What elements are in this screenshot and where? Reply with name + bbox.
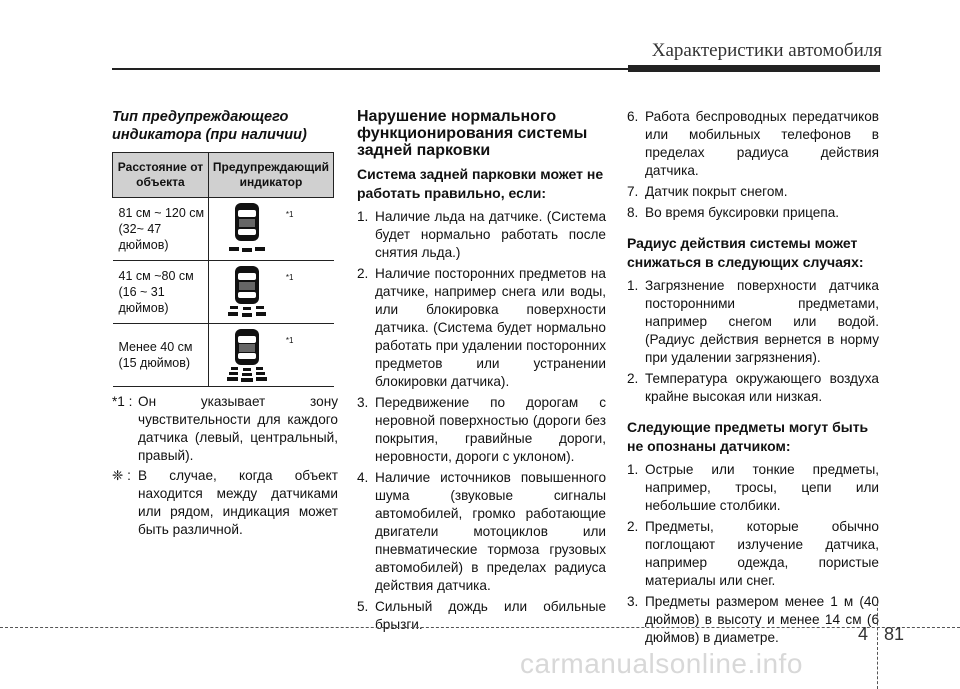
- footnote-mark: *1 :: [112, 394, 133, 409]
- list-item: [627, 204, 879, 222]
- list-item: [627, 461, 879, 515]
- distance-cell: [113, 261, 209, 324]
- distance-inches: (15 дюймов): [118, 356, 191, 370]
- table-row: [113, 198, 334, 261]
- distance-cell: [113, 324, 209, 387]
- list-text: Предметы, которые обычно поглощают излучение датчика, например одежда, пористые материалы или снег.: [645, 519, 879, 588]
- column-middle: [357, 108, 606, 637]
- list-number: 3.: [627, 594, 639, 609]
- column-right: [627, 108, 879, 650]
- list-item: [627, 277, 879, 367]
- list-text: Температура окружающего воздуха крайне высокая или низкая.: [645, 371, 879, 404]
- reference-mark: *1: [285, 336, 294, 345]
- distance-inches: (16 ~ 31 дюймов): [118, 285, 169, 315]
- footer-rule: [0, 627, 960, 628]
- list-text: Наличие источников повышенного шума (звуковые сигналы автомобилей, громко работающие двигатели мотоциклов или пневматические тормоза грузовых автомобилей) в пределах радиуса действия датчика.: [375, 470, 606, 593]
- table-row: [113, 261, 334, 324]
- footnote-sensitivity: [112, 393, 338, 465]
- page-header-title: Характеристики автомобиля: [651, 40, 882, 61]
- list-number: 2.: [357, 266, 369, 281]
- subsection-heading: Следующие предметы могут быть не опознаны датчиком:: [627, 419, 869, 454]
- footnote-text: Он указывает зону чувствительности для каждого датчика (левый, центральный, правый).: [138, 394, 338, 463]
- list-item: [357, 469, 606, 595]
- indicator-cell: [208, 324, 333, 387]
- table-row: [113, 324, 334, 387]
- sensor-arc-icon: [227, 367, 267, 382]
- car-top-view-icon: [223, 327, 271, 383]
- chapter-number: 4: [858, 624, 869, 644]
- list-item: [627, 593, 879, 647]
- list-number: 1.: [357, 209, 369, 224]
- footnote-text: В случае, когда объект находится между датчиками или рядом, индикация может быть различной.: [138, 468, 338, 537]
- list-text: Наличие посторонних предметов на датчике, например снега или воды, или блокировка поверхности датчика. (Система будет нормально работать при удалении посторонних предметов или устранении блокировки датчика).: [375, 266, 606, 389]
- list-item: [627, 183, 879, 201]
- subsection-heading: Радиус действия системы может снижаться в следующих случаях:: [627, 235, 864, 270]
- header-tab-bar: [628, 65, 880, 72]
- list-item: [357, 394, 606, 466]
- car-top-view-icon: [223, 264, 271, 320]
- list-number: 1.: [627, 278, 639, 293]
- indicator-cell: [208, 198, 333, 261]
- footnote-between-sensors: [112, 467, 338, 539]
- column-left: [112, 108, 338, 541]
- page-number: 81: [884, 624, 905, 644]
- page-number-divider: [877, 603, 878, 689]
- distance-value: 41 см ~80 см: [118, 269, 194, 283]
- list-text: Предметы размером менее 1 м (40 дюймов) в высоту и менее 14 см (6 дюймов) в диаметре.: [645, 594, 879, 645]
- list-text: Острые или тонкие предметы, например, тросы, цепи или небольшие столбики.: [645, 462, 879, 513]
- sensor-arc-icon: [229, 247, 265, 252]
- list-text: Сильный дождь или обильные брызги.: [375, 599, 606, 632]
- distance-inches: (32~ 47 дюймов): [118, 222, 169, 252]
- list-number: 3.: [357, 395, 369, 410]
- distance-cell: [113, 198, 209, 261]
- footnote-mark: ❈ :: [112, 468, 131, 483]
- indicator-cell: [208, 261, 333, 324]
- list-item: [627, 108, 879, 180]
- watermark: carmanualsonline.info: [520, 648, 803, 679]
- list-item: [357, 208, 606, 262]
- list-text: Загрязнение поверхности датчика посторонними предметами, например снегом или водой. (Радиус действия вернется в норму при удалении загрязнения).: [645, 278, 879, 365]
- list-text: Во время буксировки прицепа.: [645, 205, 840, 220]
- list-item: [627, 518, 879, 590]
- list-number: 2.: [627, 519, 639, 534]
- list-item: [627, 370, 879, 406]
- distance-value: Менее 40 см: [118, 340, 193, 354]
- car-top-view-icon: [223, 201, 271, 257]
- list-item: [357, 265, 606, 391]
- list-number: 5.: [357, 599, 369, 614]
- list-item: [357, 598, 606, 634]
- subsection-heading: Система задней парковки может не работать правильно, если:: [357, 166, 604, 201]
- list-number: 4.: [357, 470, 369, 485]
- list-text: Работа беспроводных передатчиков или мобильных телефонов в пределах радиуса действия датчика.: [645, 109, 879, 178]
- table-header-indicator: Предупреждающий индикатор: [208, 153, 333, 198]
- sensor-arc-icon: [228, 306, 266, 317]
- list-number: 7.: [627, 184, 639, 199]
- distance-value: 81 см ~ 120 см: [118, 206, 205, 220]
- list-number: 1.: [627, 462, 639, 477]
- reference-mark: *1: [285, 273, 294, 282]
- list-text: Датчик покрыт снегом.: [645, 184, 788, 199]
- list-number: 6.: [627, 109, 639, 124]
- reference-mark: *1: [285, 210, 294, 219]
- indicator-table: [112, 152, 334, 387]
- list-number: 8.: [627, 205, 639, 220]
- section-heading: Нарушение нормального функционирования системы задней парковки: [357, 108, 588, 159]
- indicator-type-heading: Тип предупреждающего индикатора (при наличии): [112, 109, 307, 143]
- list-text: Передвижение по дорогам с неровной поверхностью (дороги без покрытия, гравийные дороги, неровности, дороги с уклоном).: [375, 395, 606, 464]
- list-number: 2.: [627, 371, 639, 386]
- table-header-distance: Расстояние от объекта: [113, 153, 209, 198]
- list-text: Наличие льда на датчике. (Система будет нормально работать после снятия льда.): [375, 209, 606, 260]
